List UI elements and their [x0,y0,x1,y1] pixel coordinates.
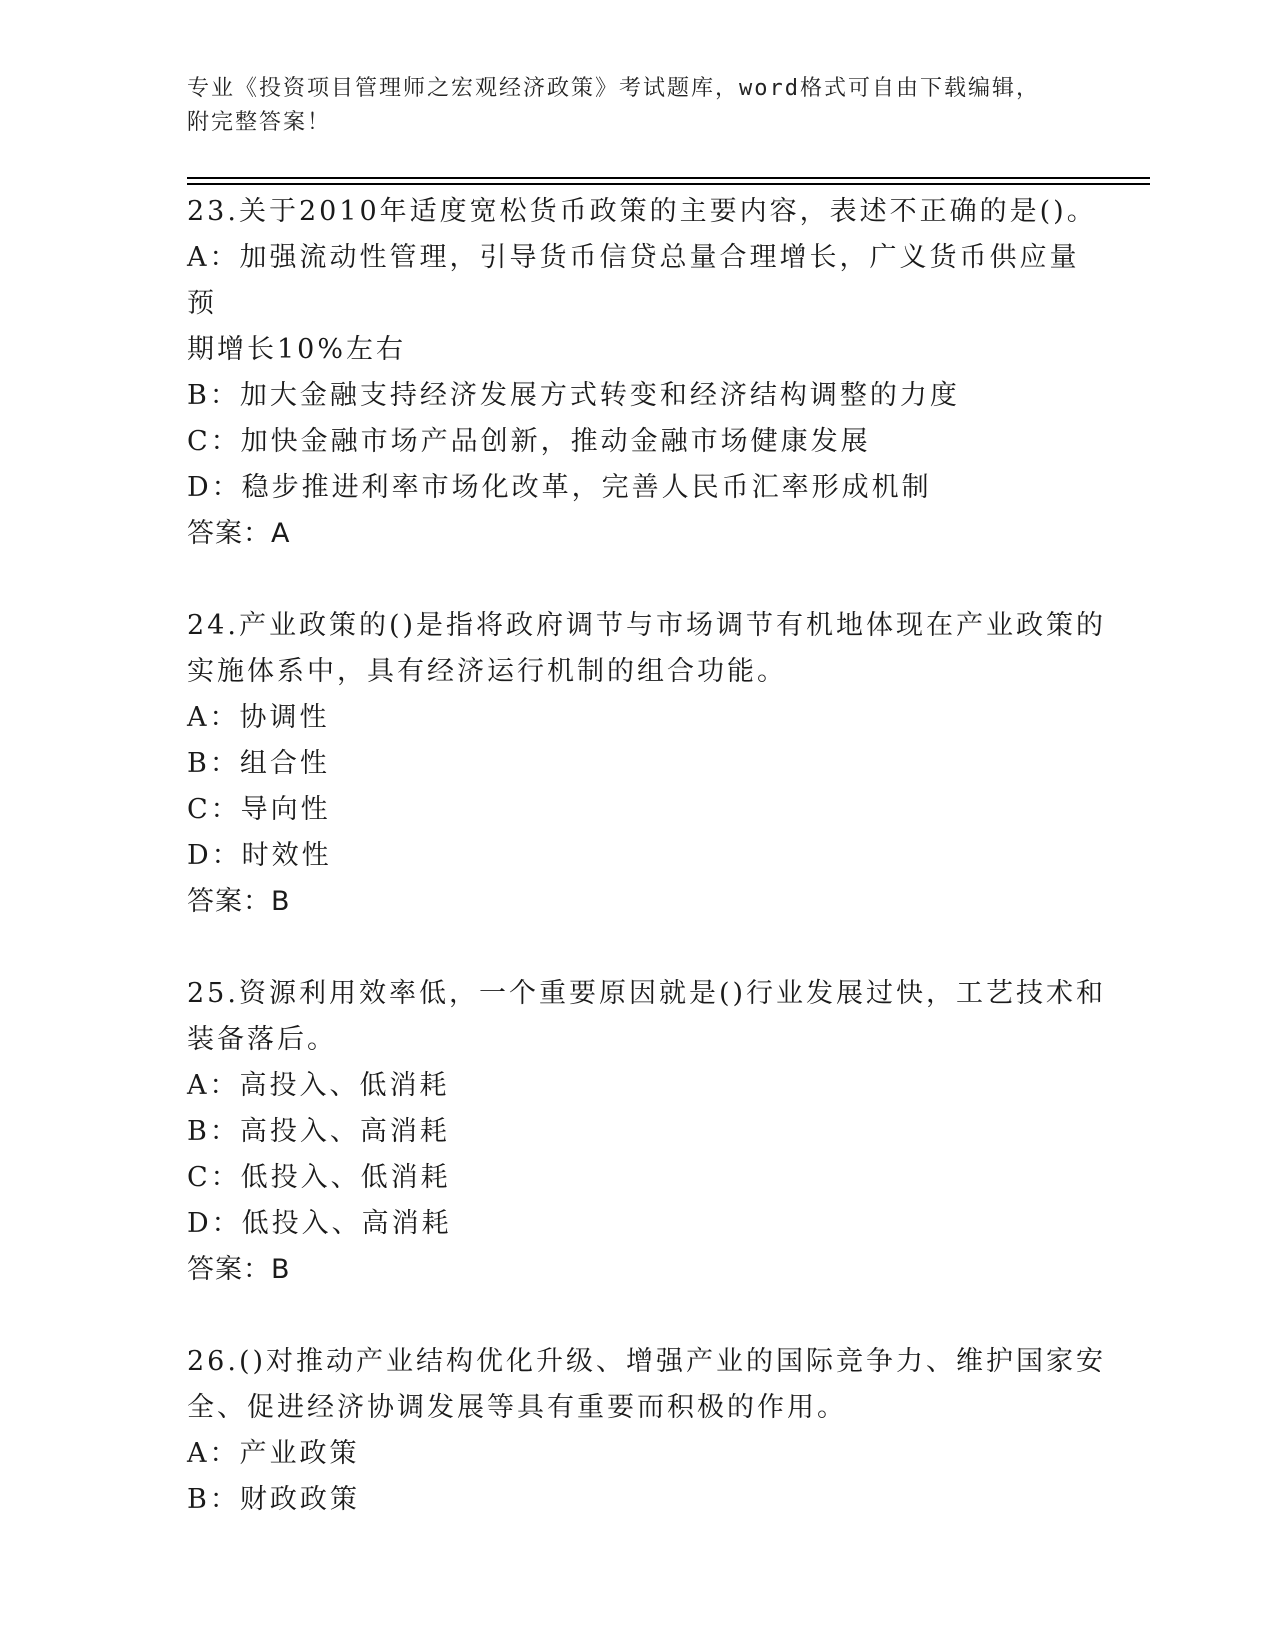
header-line-2: 附完整答案！ [187,110,332,135]
question-stem-continued: 装备落后。 [187,1024,337,1055]
question-24 [187,603,1107,925]
question-stem: 25.资源利用效率低，一个重要原因就是()行业发展过快，工艺技术和 [187,978,1107,1009]
option-b: B：高投入、高消耗 [187,1116,450,1147]
answer-label: 答案：B [187,886,291,917]
question-stem-continued: 实施体系中，具有经济运行机制的组合功能。 [187,656,787,687]
answer-label: 答案：A [187,518,291,549]
option-b: B：财政政策 [187,1484,360,1515]
question-stem-continued: 全、促进经济协调发展等具有重要而积极的作用。 [187,1392,847,1423]
option-a: A：协调性 [187,702,330,733]
header-line-1: 专业《投资项目管理师之宏观经济政策》考试题库，word格式可自由下载编辑， [187,76,1040,101]
question-list [187,189,1107,1569]
option-d: D：时效性 [187,840,332,871]
option-d: D：低投入、高消耗 [187,1208,452,1239]
answer-label: 答案：B [187,1254,291,1285]
header-divider-bottom [187,183,1150,185]
question-23 [187,189,1107,557]
question-25 [187,971,1107,1293]
option-b: B：组合性 [187,748,330,779]
option-c: C：低投入、低消耗 [187,1162,451,1193]
header-divider-top [187,177,1150,179]
option-b: B：加大金融支持经济发展方式转变和经济结构调整的力度 [187,380,960,411]
document-header [187,72,1067,140]
option-a: A：产业政策 [187,1438,360,1469]
option-d: D：稳步推进利率市场化改革，完善人民币汇率形成机制 [187,472,932,503]
option-a-continued: 期增长10%左右 [187,334,407,365]
question-stem: 23.关于2010年适度宽松货币政策的主要内容，表述不正确的是()。 [187,196,1097,227]
option-a: A：高投入、低消耗 [187,1070,450,1101]
option-a: A：加强流动性管理，引导货币信贷总量合理增长，广义货币供应量预 [187,242,1080,319]
option-c: C：导向性 [187,794,331,825]
question-stem: 26.()对推动产业结构优化升级、增强产业的国际竞争力、维护国家安 [187,1346,1107,1377]
question-stem: 24.产业政策的()是指将政府调节与市场调节有机地体现在产业政策的 [187,610,1107,641]
option-c: C：加快金融市场产品创新，推动金融市场健康发展 [187,426,871,457]
question-26 [187,1339,1107,1523]
